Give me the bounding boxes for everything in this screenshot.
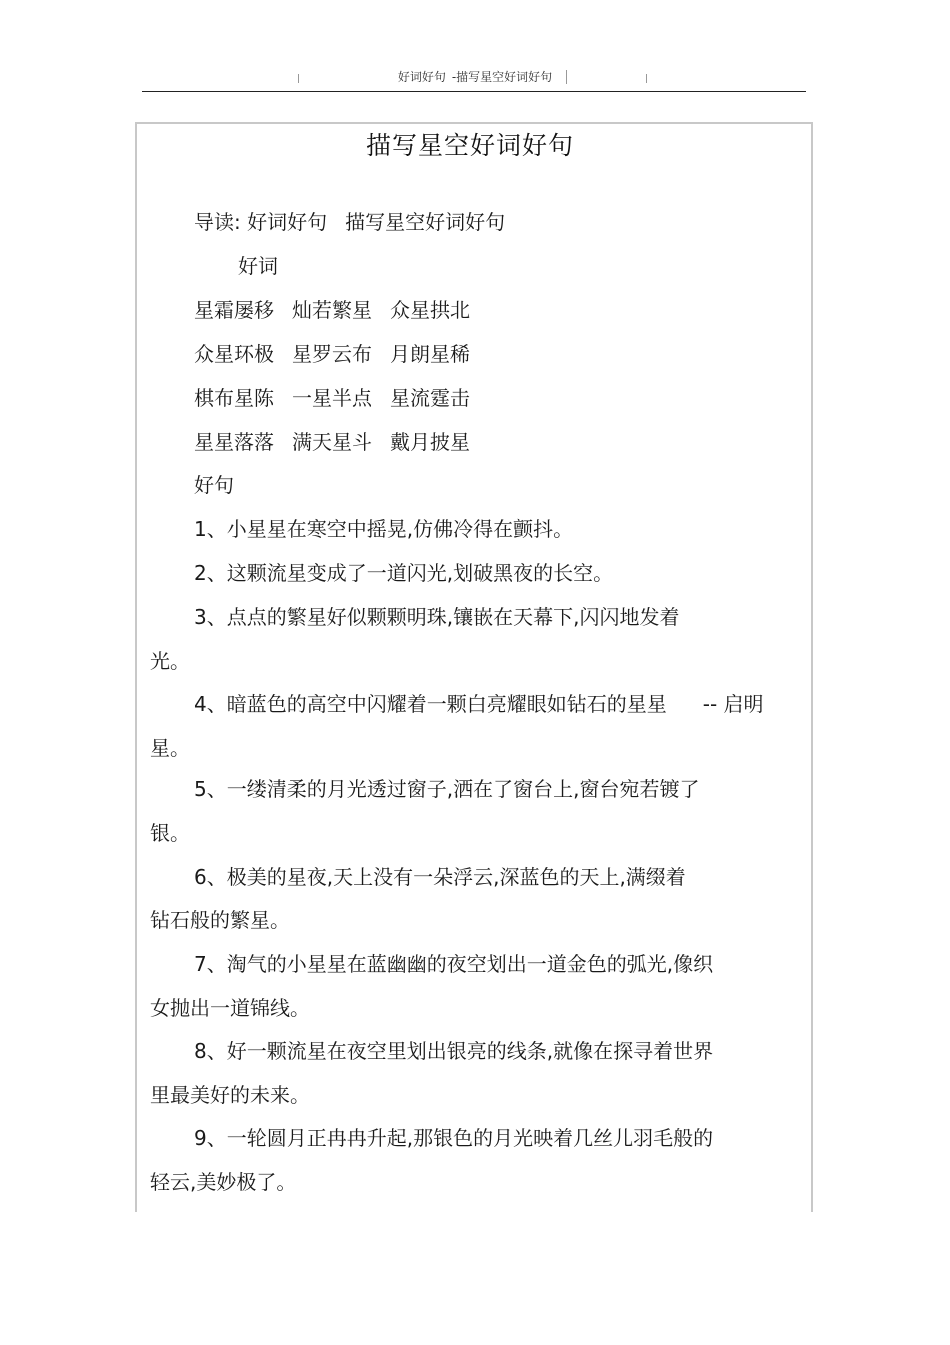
word-item: 一星半点 xyxy=(292,386,372,410)
word-item: 众星环极 xyxy=(194,342,274,366)
sentence-line: 9、一轮圆月正冉冉升起,那银色的月光映着几丝儿羽毛般的 xyxy=(194,1126,714,1150)
sentence-line xyxy=(194,690,764,718)
sentences-heading: 好句 xyxy=(194,473,234,497)
word-item: 星罗云布 xyxy=(292,342,372,366)
word-item: 星流霆击 xyxy=(390,386,470,410)
word-item: 星霜屡移 xyxy=(194,298,274,322)
sentence-continuation: 里最美好的未来。 xyxy=(150,1083,310,1107)
words-heading: 好词 xyxy=(238,254,278,278)
intro-part1: 好词好句 xyxy=(247,210,328,234)
sentence-continuation: 星。 xyxy=(150,736,190,760)
header-tick-mark xyxy=(646,74,647,83)
word-item: 众星拱北 xyxy=(390,298,470,322)
word-item: 星星落落 xyxy=(194,430,274,454)
sentence-continuation: 女抛出一道锦线。 xyxy=(150,996,310,1020)
word-row xyxy=(194,384,470,412)
sentence-line: 1、小星星在寒空中摇晃,仿佛冷得在颤抖。 xyxy=(194,517,574,541)
intro-label: 导读: xyxy=(194,210,241,234)
word-item: 灿若繁星 xyxy=(292,298,372,322)
running-header-left: 好词好句 xyxy=(397,70,446,84)
word-item: 棋布星陈 xyxy=(194,386,274,410)
sentence-text: 4、暗蓝色的高空中闪耀着一颗白亮耀眼如钻石的星星 xyxy=(194,692,667,716)
sentence-continuation: 轻云,美妙极了。 xyxy=(150,1170,297,1194)
word-item: 月朗星稀 xyxy=(390,342,470,366)
sentence-line: 2、这颗流星变成了一道闪光,划破黑夜的长空。 xyxy=(194,561,614,585)
sentence-line: 3、点点的繁星好似颗颗明珠,镶嵌在天幕下,闪闪地发着 xyxy=(194,605,680,629)
header-rule xyxy=(142,91,806,92)
sentence-continuation: 钻石般的繁星。 xyxy=(150,908,290,932)
sentence-line: 7、淘气的小星星在蓝幽幽的夜空划出一道金色的弧光,像织 xyxy=(194,952,714,976)
intro-line xyxy=(194,208,505,236)
intro-part2: 描写星空好词好句 xyxy=(345,210,506,234)
header-tick-mark xyxy=(566,70,567,84)
sentence-continuation: 银。 xyxy=(150,821,190,845)
sentence-continuation: 光。 xyxy=(150,649,190,673)
word-row xyxy=(194,428,470,456)
word-row xyxy=(194,340,470,368)
running-header-right: -描写星空好词好句 xyxy=(451,70,553,84)
sentence-line: 5、一缕清柔的月光透过窗子,洒在了窗台上,窗台宛若镀了 xyxy=(194,777,700,801)
running-header xyxy=(0,68,950,85)
word-item: 满天星斗 xyxy=(292,430,372,454)
page-title: 描写星空好词好句 xyxy=(365,131,574,160)
word-row xyxy=(194,296,470,324)
sentence-tail: -- 启明 xyxy=(702,692,764,716)
header-tick-mark xyxy=(298,74,299,83)
sentence-line: 8、好一颗流星在夜空里划出银亮的线条,就像在探寻着世界 xyxy=(194,1039,714,1063)
word-item: 戴月披星 xyxy=(390,430,470,454)
sentence-line: 6、极美的星夜,天上没有一朵浮云,深蓝色的天上,满缀着 xyxy=(194,865,686,889)
